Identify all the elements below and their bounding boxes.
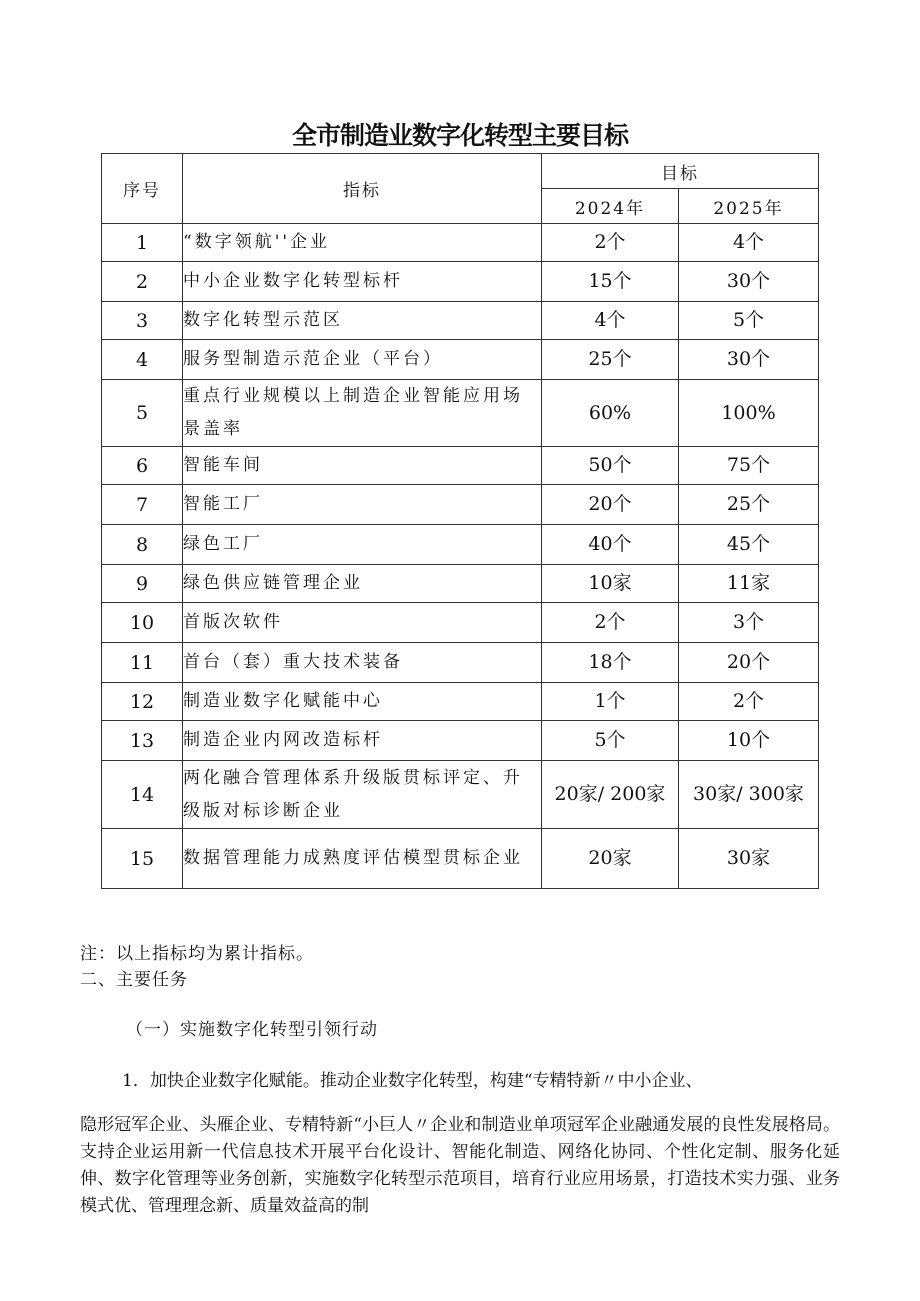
row-indicator: 绿色工厂: [183, 525, 542, 565]
row-value-2025: 30家/ 300家: [679, 761, 819, 829]
row-indicator: 绿色供应链管理企业: [183, 565, 542, 603]
row-value-2025: 25个: [679, 485, 819, 525]
row-indicator: 两化融合管理体系升级版贯标评定、升级版对标诊断企业: [183, 761, 542, 829]
row-indicator: 中小企业数字化转型标杆: [183, 262, 542, 302]
row-value-2024: 18个: [542, 643, 679, 683]
table-row: [102, 525, 819, 565]
row-number: 12: [102, 683, 183, 721]
table-row: [102, 565, 819, 603]
table-row: [102, 643, 819, 683]
row-indicator: 服务型制造示范企业（平台）: [183, 340, 542, 380]
row-number: 15: [102, 829, 183, 889]
paragraph-body: 隐形冠军企业、头雁企业、专精特新“小巨人〃企业和制造业单项冠军企业融通发展的良性发展格局。支持企业运用新一代信息技术开展平台化设计、智能化制造、网络化协同、个性化定制、服务化延伸、数字化管理等业务创新，实施数字化转型示范项目，培育行业应用场景，打造技术实力强、业务模式优、管理理念新、质量效益高的制: [80, 1115, 840, 1216]
row-number: 3: [102, 302, 183, 340]
table-row: [102, 224, 819, 262]
row-number: 5: [102, 380, 183, 447]
row-indicator: 制造业数字化赋能中心: [183, 683, 542, 721]
row-value-2025: 4个: [679, 224, 819, 262]
row-value-2024: 1个: [542, 683, 679, 721]
row-indicator: 数字化转型示范区: [183, 302, 542, 340]
row-value-2024: 20家/ 200家: [542, 761, 679, 829]
table-row: [102, 829, 819, 889]
row-value-2024: 4个: [542, 302, 679, 340]
row-value-2024: 25个: [542, 340, 679, 380]
row-number: 11: [102, 643, 183, 683]
row-value-2024: 5个: [542, 721, 679, 761]
table-row: [102, 721, 819, 761]
paragraph-first-line: 1．加快企业数字化赋能。推动企业数字化转型，构建“专精特新〃中小企业、: [122, 1071, 703, 1091]
table-row: [102, 340, 819, 380]
table-body: [102, 224, 819, 889]
section-heading: 二、主要任务: [80, 970, 188, 990]
row-indicator: 重点行业规模以上制造企业智能应用场景盖率: [183, 380, 542, 447]
header-target: 目标: [542, 154, 819, 189]
header-index: 序号: [102, 154, 183, 224]
header-indicator: 指标: [183, 154, 542, 224]
row-value-2025: 3个: [679, 603, 819, 643]
row-value-2024: 60%: [542, 380, 679, 447]
table-row: [102, 380, 819, 447]
row-value-2024: 2个: [542, 603, 679, 643]
row-value-2025: 30家: [679, 829, 819, 889]
row-value-2024: 50个: [542, 447, 679, 485]
row-value-2025: 2个: [679, 683, 819, 721]
row-value-2025: 75个: [679, 447, 819, 485]
row-indicator: 智能工厂: [183, 485, 542, 525]
row-number: 6: [102, 447, 183, 485]
table-row: [102, 603, 819, 643]
row-value-2024: 2个: [542, 224, 679, 262]
row-indicator: 数据管理能力成熟度评估模型贯标企业: [183, 829, 542, 889]
table-row: [102, 485, 819, 525]
row-number: 1: [102, 224, 183, 262]
header-year-2025: 2025年: [679, 189, 819, 224]
row-value-2025: 10个: [679, 721, 819, 761]
table-row: [102, 761, 819, 829]
table-row: [102, 683, 819, 721]
row-indicator: 首台（套）重大技术装备: [183, 643, 542, 683]
row-value-2025: 5个: [679, 302, 819, 340]
row-value-2024: 20个: [542, 485, 679, 525]
header-year-2024: 2024年: [542, 189, 679, 224]
row-value-2025: 20个: [679, 643, 819, 683]
row-indicator: “数字领航''企业: [183, 224, 542, 262]
row-number: 13: [102, 721, 183, 761]
row-value-2024: 20家: [542, 829, 679, 889]
row-number: 10: [102, 603, 183, 643]
row-value-2024: 15个: [542, 262, 679, 302]
row-value-2025: 100%: [679, 380, 819, 447]
row-number: 4: [102, 340, 183, 380]
table-row: [102, 262, 819, 302]
row-value-2025: 11家: [679, 565, 819, 603]
row-value-2025: 30个: [679, 340, 819, 380]
table-row: [102, 447, 819, 485]
row-number: 9: [102, 565, 183, 603]
row-number: 7: [102, 485, 183, 525]
table-row: [102, 302, 819, 340]
row-number: 14: [102, 761, 183, 829]
row-value-2024: 40个: [542, 525, 679, 565]
row-indicator: 首版次软件: [183, 603, 542, 643]
subsection-heading: （一）实施数字化转型引领行动: [126, 1020, 378, 1040]
table-note: 注：以上指标均为累计指标。: [80, 944, 314, 964]
row-value-2024: 10家: [542, 565, 679, 603]
row-number: 2: [102, 262, 183, 302]
row-indicator: 智能车间: [183, 447, 542, 485]
targets-table: [101, 153, 819, 889]
row-value-2025: 45个: [679, 525, 819, 565]
row-indicator: 制造企业内网改造标杆: [183, 721, 542, 761]
row-value-2025: 30个: [679, 262, 819, 302]
row-number: 8: [102, 525, 183, 565]
table-title: 全市制造业数字化转型主要目标: [291, 121, 628, 150]
